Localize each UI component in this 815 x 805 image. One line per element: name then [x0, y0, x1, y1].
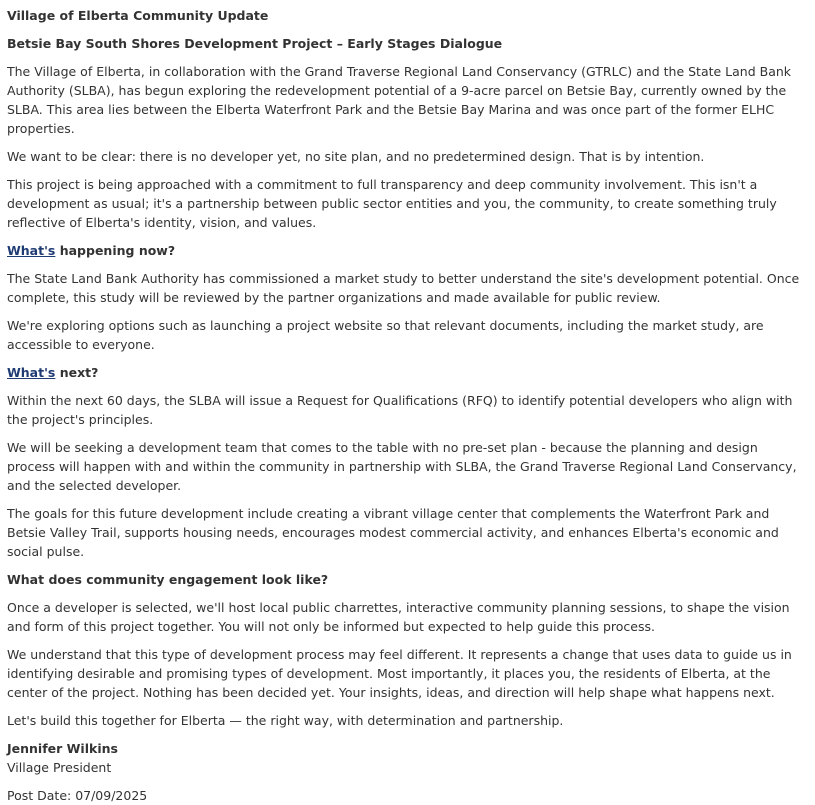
heading-happening-now-text: happening now? [55, 243, 176, 258]
now-paragraph-1: The State Land Bank Authority has commissioned a market study to better understand the site's development potential. Once complete, this study will be reviewed by the partner organizations and made available for public review. [7, 271, 800, 305]
signature-name: Jennifer Wilkins [7, 741, 118, 756]
next-paragraph-3: The goals for this future development include creating a vibrant village center that complements the Waterfront Park and Betsie Valley Trail, supports housing needs, encourages modest commercial activity, and enhances Elberta's economic and social pulse. [7, 506, 779, 559]
whats-link[interactable]: What's [7, 243, 56, 258]
article-subtitle: Betsie Bay South Shores Development Project – Early Stages Dialogue [7, 36, 503, 51]
heading-next [7, 363, 805, 382]
engagement-paragraph-2: We understand that this type of development process may feel different. It represents a change that uses data to guide us in identifying desirable and promising types of development. Most importantly, it places you, the residents of Elberta, at the center of the project. Nothing has been decided yet. Your insights, ideas, and direction will help shape what happens next. [7, 647, 792, 700]
engagement-paragraph-1: Once a developer is selected, we'll host local public charrettes, interactive community planning sessions, to shape the vision and form of this project together. You will not only be informed but expected to help guide this process. [7, 600, 790, 634]
heading-next-text: next? [55, 365, 99, 380]
engagement-paragraph-3: Let's build this together for Elberta — the right way, with determination and partnership. [7, 713, 564, 728]
heading-engagement: What does community engagement look like? [7, 572, 329, 587]
whats-next-link[interactable]: What's [7, 365, 56, 380]
intro-paragraph-3: This project is being approached with a commitment to full transparency and deep community involvement. This isn't a development as usual; it's a partnership between public sector entities and you, the community, to create something truly reflective of Elberta's identity, vision, and values. [7, 177, 777, 230]
page-title: Village of Elberta Community Update [7, 8, 269, 23]
signature-role: Village President [7, 760, 112, 775]
heading-happening-now [7, 241, 805, 260]
next-paragraph-2: We will be seeking a development team that comes to the table with no pre-set plan - because the planning and design process will happen with and within the community in partnership with SLBA, the Grand Traverse Regional Land Conservancy, and the selected developer. [7, 440, 797, 493]
now-paragraph-2: We're exploring options such as launching a project website so that relevant documents, including the market study, are accessible to everyone. [7, 318, 764, 352]
post-date: Post Date: 07/09/2025 [7, 788, 148, 803]
next-paragraph-1: Within the next 60 days, the SLBA will issue a Request for Qualifications (RFQ) to identify potential developers who align with the project's principles. [7, 393, 793, 427]
intro-paragraph-2: We want to be clear: there is no developer yet, no site plan, and no predetermined design. That is by intention. [7, 149, 705, 164]
intro-paragraph-1: The Village of Elberta, in collaboration with the Grand Traverse Regional Land Conservancy (GTRLC) and the State Land Bank Authority (SLBA), has begun exploring the redevelopment potential of a 9-acre parcel on Betsie Bay, currently owned by the SLBA. This area lies between the Elberta Waterfront Park and the Betsie Bay Marina and was once part of the former ELHC properties. [7, 64, 792, 136]
